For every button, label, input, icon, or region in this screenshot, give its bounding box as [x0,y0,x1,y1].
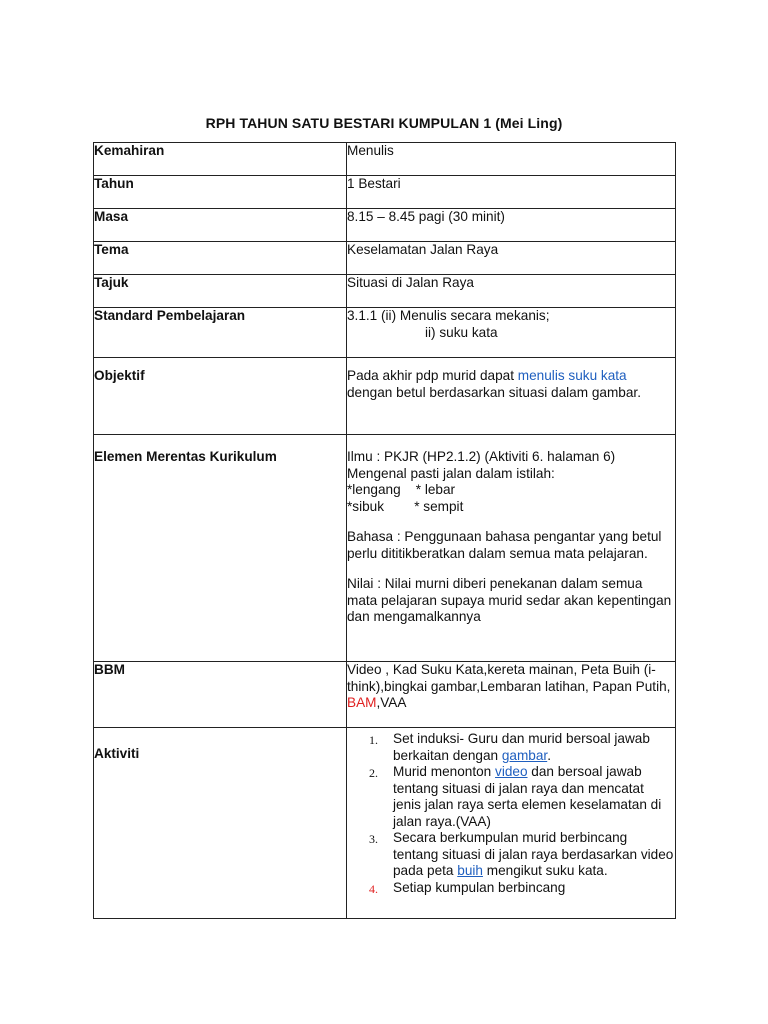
elemen-ilmu-line-3: *lengang * lebar [347,482,456,497]
elemen-ilmu-line-4: *sibuk * sempit [347,498,464,514]
label-masa: Masa [94,209,347,242]
objektif-text-1: Pada akhir pdp murid dapat [347,368,518,383]
aktiviti-item-text-end: mengikut suku kata. [482,863,608,878]
elemen-bahasa: Bahasa : Penggunaan bahasa pengantar yang betul perlu dititikberatkan dalam semua mata pelajaran. [347,529,662,561]
lesson-plan-table [93,142,676,919]
standard-line-2: ii) suku kata [425,324,498,340]
aktiviti-item-link[interactable]: buih [457,863,483,878]
label-kemahiran: Kemahiran [94,143,347,176]
value-objektif [347,358,676,435]
elemen-ilmu-line-1: Ilmu : PKJR (HP2.1.2) (Aktiviti 6. halaman 6) [347,449,616,464]
aktiviti-item [347,731,675,764]
row-standard [94,308,676,358]
label-objektif: Objektif [94,358,347,435]
row-masa [94,209,676,242]
aktiviti-item-text-end: . [547,747,551,763]
row-elemen [94,435,676,662]
bbm-red-text: BAM [347,695,377,710]
aktiviti-item-text-end: dan bersoal jawab tentang situasi di jalan raya dan mencatat jenis jalan raya serta elemen keselamatan di jalan raya.(VAA) [393,764,662,829]
elemen-nilai: Nilai : Nilai murni diberi penekanan dalam semua mata pelajaran supaya murid sedar akan kepentingan dan mengamalkannya [347,576,672,624]
aktiviti-item-number: 2. [369,766,378,780]
objektif-text-2: dengan betul berdasarkan situasi dalam gambar. [347,384,641,400]
value-aktiviti [347,728,676,919]
value-tajuk: Situasi di Jalan Raya [347,275,676,308]
label-tahun: Tahun [94,176,347,209]
row-aktiviti [94,728,676,919]
row-tema [94,242,676,275]
objektif-link[interactable]: menulis suku kata [517,368,627,383]
row-tajuk [94,275,676,308]
value-kemahiran: Menulis [347,143,676,176]
aktiviti-item-text: Setiap kumpulan berbincang [393,879,566,895]
label-bbm: BBM [94,662,347,728]
row-kemahiran [94,143,676,176]
value-tema: Keselamatan Jalan Raya [347,242,676,275]
label-elemen: Elemen Merentas Kurikulum [94,435,347,662]
bbm-text-1: Video , Kad Suku Kata,kereta mainan, Peta Buih (i-think),bingkai gambar,Lembaran latihan, Papan Putih, [347,662,671,694]
label-tajuk: Tajuk [94,275,347,308]
value-masa: 8.15 – 8.45 pagi (30 minit) [347,209,676,242]
standard-line-1: 3.1.1 (ii) Menulis secara mekanis; [347,308,550,323]
value-bbm [347,662,676,728]
aktiviti-item [347,830,675,880]
aktiviti-item-text: Murid menonton [393,764,496,779]
aktiviti-item [347,880,675,897]
aktiviti-item-number: 4. [369,881,378,896]
label-standard: Standard Pembelajaran [94,308,347,358]
page-title: RPH TAHUN SATU BESTARI KUMPULAN 1 (Mei Ling) [205,115,563,131]
value-tahun: 1 Bestari [347,176,676,209]
aktiviti-item-text: Set induksi- Guru dan murid bersoal jawab berkaitan dengan [393,731,650,763]
aktiviti-item-link[interactable]: gambar [501,747,548,763]
aktiviti-item [347,764,675,830]
aktiviti-item-number: 1. [369,733,378,747]
row-bbm [94,662,676,728]
aktiviti-item-link[interactable]: video [495,764,528,779]
label-aktiviti: Aktiviti [94,728,347,919]
aktiviti-list [347,731,675,896]
aktiviti-item-number: 3. [369,832,378,846]
bbm-text-2: ,VAA [376,695,407,710]
row-tahun [94,176,676,209]
row-objektif [94,358,676,435]
value-standard [347,308,676,358]
label-tema: Tema [94,242,347,275]
value-elemen [347,435,676,662]
elemen-ilmu-line-2: Mengenal pasti jalan dalam istilah: [347,465,555,481]
aktiviti-item-text: Secara berkumpulan murid berbincang tentang situasi di jalan raya berdasarkan video pada peta [393,830,674,878]
